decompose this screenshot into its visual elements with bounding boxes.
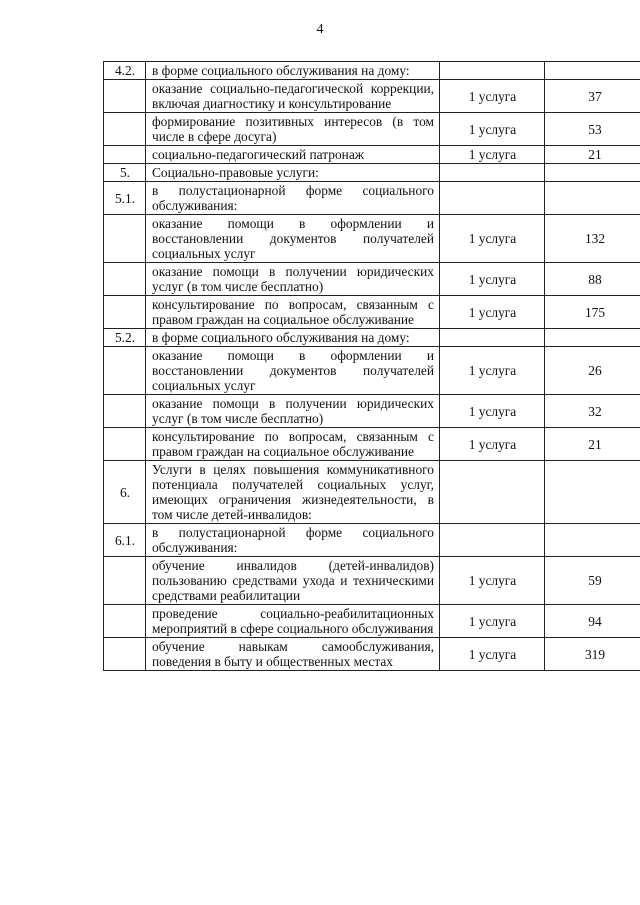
value-cell: 132 xyxy=(545,215,640,263)
value-cell: 32 xyxy=(545,395,640,428)
unit-cell: 1 услуга xyxy=(440,263,545,296)
table-row xyxy=(104,461,640,524)
row-number-cell xyxy=(104,638,146,671)
row-number-cell xyxy=(104,605,146,638)
row-number-cell: 5.2. xyxy=(104,329,146,347)
services-table xyxy=(103,61,640,671)
unit-cell: 1 услуга xyxy=(440,80,545,113)
value-cell xyxy=(545,461,640,524)
unit-cell: 1 услуга xyxy=(440,638,545,671)
unit-cell: 1 услуга xyxy=(440,395,545,428)
value-cell xyxy=(545,62,640,80)
value-cell xyxy=(545,524,640,557)
value-cell xyxy=(545,182,640,215)
value-cell xyxy=(545,164,640,182)
table-row xyxy=(104,113,640,146)
service-name-cell: обучение навыкам самообслуживания, поведения в быту и общественных местах xyxy=(146,638,440,671)
row-number-cell xyxy=(104,263,146,296)
table-row xyxy=(104,146,640,164)
value-cell: 21 xyxy=(545,146,640,164)
table-row xyxy=(104,524,640,557)
service-name-cell: оказание социально-педагогической коррекции, включая диагностику и консультирование xyxy=(146,80,440,113)
services-table-body xyxy=(104,62,640,671)
unit-cell: 1 услуга xyxy=(440,146,545,164)
service-name-cell: оказание помощи в оформлении и восстановлении документов получателей социальных услуг xyxy=(146,215,440,263)
page-number: 4 xyxy=(316,22,324,37)
service-name-cell: Социально-правовые услуги: xyxy=(146,164,440,182)
value-cell: 21 xyxy=(545,428,640,461)
value-cell: 88 xyxy=(545,263,640,296)
service-name-cell: консультирование по вопросам, связанным с правом граждан на социальное обслуживание xyxy=(146,428,440,461)
service-name-cell: социально-педагогический патронаж xyxy=(146,146,440,164)
unit-cell: 1 услуга xyxy=(440,296,545,329)
row-number-cell: 5. xyxy=(104,164,146,182)
table-row xyxy=(104,638,640,671)
table-row xyxy=(104,263,640,296)
service-name-cell: проведение социально-реабилитационных мероприятий в сфере социального обслуживания xyxy=(146,605,440,638)
unit-cell: 1 услуга xyxy=(440,347,545,395)
row-number-cell: 5.1. xyxy=(104,182,146,215)
table-row xyxy=(104,164,640,182)
row-number-cell xyxy=(104,395,146,428)
service-name-cell: консультирование по вопросам, связанным с правом граждан на социальное обслуживание xyxy=(146,296,440,329)
table-row xyxy=(104,605,640,638)
service-name-cell: в полустационарной форме социального обслуживания: xyxy=(146,182,440,215)
table-row xyxy=(104,347,640,395)
value-cell: 37 xyxy=(545,80,640,113)
table-row xyxy=(104,62,640,80)
service-name-cell: Услуги в целях повышения коммуникативного потенциала получателей социальных услуг, имеющих ограничения жизнедеятельности, в том числе детей-инвалидов: xyxy=(146,461,440,524)
unit-cell xyxy=(440,62,545,80)
service-name-cell: в полустационарной форме социального обслуживания: xyxy=(146,524,440,557)
row-number-cell: 4.2. xyxy=(104,62,146,80)
row-number-cell xyxy=(104,215,146,263)
service-name-cell: оказание помощи в оформлении и восстановлении документов получателей социальных услуг xyxy=(146,347,440,395)
service-name-cell: в форме социального обслуживания на дому: xyxy=(146,329,440,347)
value-cell: 53 xyxy=(545,113,640,146)
table-row xyxy=(104,182,640,215)
row-number-cell xyxy=(104,296,146,329)
value-cell: 59 xyxy=(545,557,640,605)
unit-cell xyxy=(440,329,545,347)
service-name-cell: формирование позитивных интересов (в том числе в сфере досуга) xyxy=(146,113,440,146)
unit-cell xyxy=(440,524,545,557)
service-name-cell: обучение инвалидов (детей-инвалидов) пользованию средствами ухода и техническими средствами реабилитации xyxy=(146,557,440,605)
row-number-cell xyxy=(104,113,146,146)
row-number-cell xyxy=(104,347,146,395)
row-number-cell: 6. xyxy=(104,461,146,524)
table-row xyxy=(104,428,640,461)
value-cell: 175 xyxy=(545,296,640,329)
row-number-cell xyxy=(104,80,146,113)
row-number-cell xyxy=(104,557,146,605)
unit-cell: 1 услуга xyxy=(440,215,545,263)
unit-cell xyxy=(440,164,545,182)
row-number-cell xyxy=(104,146,146,164)
value-cell: 94 xyxy=(545,605,640,638)
value-cell xyxy=(545,329,640,347)
table-row xyxy=(104,296,640,329)
unit-cell xyxy=(440,182,545,215)
service-name-cell: оказание помощи в получении юридических услуг (в том числе бесплатно) xyxy=(146,263,440,296)
table-row xyxy=(104,557,640,605)
unit-cell: 1 услуга xyxy=(440,113,545,146)
table-row xyxy=(104,80,640,113)
table-row xyxy=(104,329,640,347)
value-cell: 26 xyxy=(545,347,640,395)
table-row xyxy=(104,395,640,428)
unit-cell: 1 услуга xyxy=(440,605,545,638)
service-name-cell: оказание помощи в получении юридических услуг (в том числе бесплатно) xyxy=(146,395,440,428)
row-number-cell: 6.1. xyxy=(104,524,146,557)
value-cell: 319 xyxy=(545,638,640,671)
unit-cell: 1 услуга xyxy=(440,557,545,605)
unit-cell xyxy=(440,461,545,524)
unit-cell: 1 услуга xyxy=(440,428,545,461)
table-row xyxy=(104,215,640,263)
service-name-cell: в форме социального обслуживания на дому: xyxy=(146,62,440,80)
row-number-cell xyxy=(104,428,146,461)
